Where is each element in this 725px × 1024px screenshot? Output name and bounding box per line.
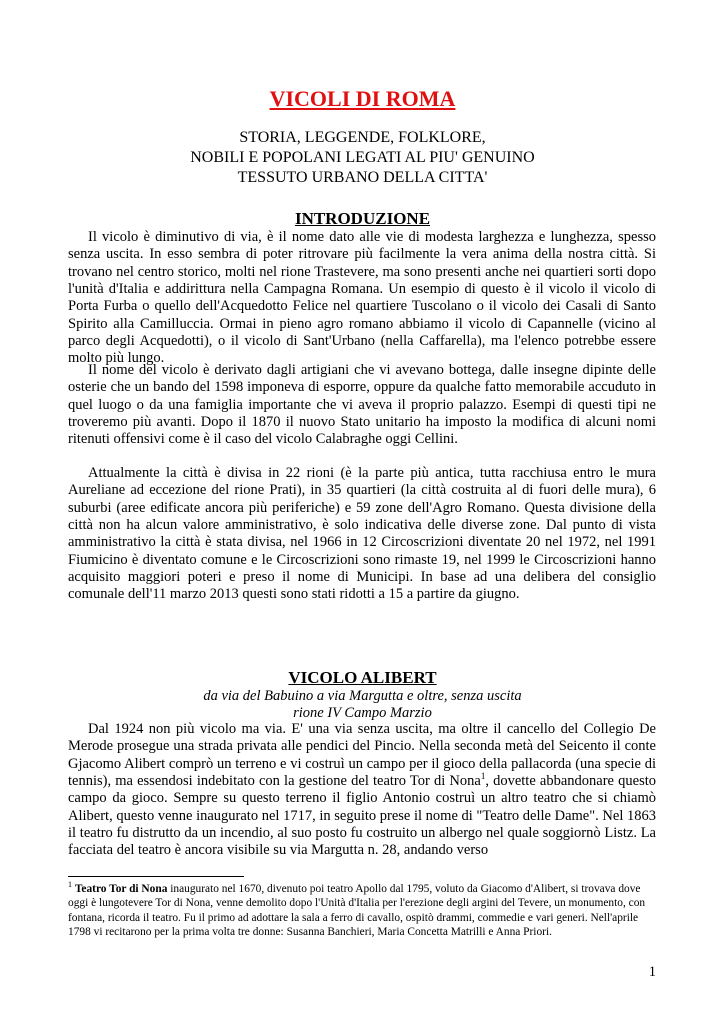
intro-paragraph-2: Il nome del vicolo è derivato dagli artigiani che vi avevano bottega, dalle insegne dipinte delle osterie che un bando del 1598 imponeva di esporre, oppure da qualche fatto memorabile accuduto in quel luogo o da una famiglia importante che vi aveva il proprio palazzo. Esempi di questi tipi ne troveremo più avanti. Dopo il 1870 il nuovo Stato unitario ha imposto la modifica di alcuni nomi ritenuti offensivi come è il caso del vicolo Calabraghe oggi Cellini.	[68, 362, 656, 448]
footnote-reference[interactable]: 1	[480, 771, 486, 782]
vicolo-alibert-rione: rione IV Campo Marzio	[293, 705, 432, 721]
subtitle-line-1: STORIA, LEGGENDE, FOLKLORE,	[239, 129, 486, 146]
footnote-title: Teatro Tor di Nona	[74, 883, 168, 895]
page-number: 1	[648, 964, 656, 980]
vicolo-alibert-route: da via del Babuino a via Margutta e oltre, senza uscita	[203, 688, 522, 704]
footnote-separator	[68, 876, 244, 877]
intro-heading: INTRODUZIONE	[294, 209, 431, 228]
subtitle-line-3: TESSUTO URBANO DELLA CITTA'	[237, 169, 488, 186]
subtitle-line-2: NOBILI E POPOLANI LEGATI AL PIU' GENUINO	[190, 149, 535, 166]
vicolo-alibert-paragraph	[68, 721, 656, 860]
document-title: VICOLI DI ROMA	[269, 86, 456, 111]
intro-paragraph-3: Attualmente la città è divisa in 22 rioni (è la parte più antica, tutta racchiusa entro le mura Aureliane ad eccezione del rione Prati), in 35 quartieri (la città costruita al di fuori delle mura), 6 suburbi (aree edificate ancora più periferiche) e 59 zone dell'Agro Romano. Questa divisione della città non ha alcun valore amministrativo, è solo indicativa delle diverse zone. Dal punto di vista amministrativo la città è stata divisa, nel 1966 in 12 Circoscrizioni diventate 20 nel 1972, nel 1991 Fiumicino è diventato comune e le Circoscrizioni sono rimaste 19, nel 1999 le Circoscrizioni hanno acquisito maggiori poteri e preso il nome di Municipi. In base ad una delibera del consiglio comunale dell'11 marzo 2013 questi sono stati ridotti a 15 a partire da giugno.	[68, 465, 656, 603]
footnote	[68, 882, 658, 939]
vicolo-alibert-text-1: Dal 1924 non più vicolo ma via. E' una via senza uscita, ma oltre il cancello del Collegio De Merode prosegue una strada privata alle pendici del Pincio. Nella seconda metà del Seicento il conte Gjacomo Alibert comprò un terreno e vi costruì un campo per il gioco della pallacorda (una specie di tennis), ma essendosi indebitato con la gestione del teatro Tor di Nona	[68, 721, 656, 790]
footnote-number: 1	[68, 880, 72, 890]
footnote-text: inaugurato nel 1670, divenuto poi teatro Apollo dal 1795, voluto da Giacomo d'Alibert, si trovava dove oggi è lungotevere Tor di Nona, venne demolito dopo l'Unità d'Italia per l'erezione degli argini del Tevere, un monumento, con fontana, ricorda il teatro. Fu il primo ad adottare la sala a ferro di cavallo, ospitò drammi, commedie e vari generi. Nell'aprile 1798 vi recitarono per la prima volta tre donne: Susanna Banchieri, Maria Concetta Matrilli e Anna Priori.	[68, 883, 646, 938]
document-subtitle	[0, 128, 725, 188]
vicolo-alibert-text-2: , dovette abbandonare questo campo da gioco. Sempre su questo terreno il figlio Antonio costruì un altro teatro che si chiamò Alibert, questo venne inaugurato nel 1717, in seguito prese il nome di "Teatro delle Dame". Nel 1863 il teatro fu distrutto da un incendio, al suo posto fu costruito un albergo nel quale soggiornò Listz. La facciata del teatro è ancora visibile su via Margutta n. 28, andando verso	[68, 773, 656, 859]
vicolo-alibert-heading: VICOLO ALIBERT	[288, 668, 437, 687]
intro-paragraph-1: Il vicolo è diminutivo di via, è il nome dato alle vie di modesta larghezza e lunghezza, spesso senza uscita. In esso sembra di poter ritrovare più facilmente la vera anima della nostra città. Si trovano nel centro storico, molti nel rione Trastevere, ma sono presenti anche nei quartieri sorti dopo l'unità d'Italia e addirittura nella Campagna Romana. Un esempio di questo è il vicolo il vicolo di Porta Furba o quello dell'Acquedotto Felice nel quartiere Tuscolano o il vicolo dei Casali di Santo Spirito alla Camilluccia. Ormai in pieno agro romano abbiamo il vicolo di Capannelle (vicino al parco degli Acquedotti), o il vicolo di Sant'Urbano (nella Caffarella), ma l'elenco potrebbe essere molto più lungo.	[68, 229, 656, 367]
